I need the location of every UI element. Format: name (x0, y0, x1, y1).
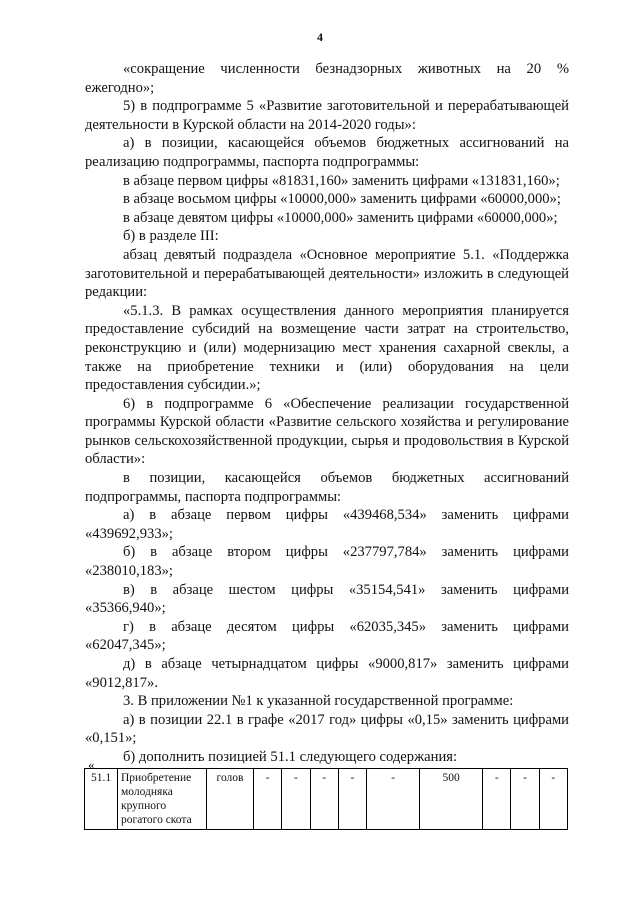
value-cell: - (511, 769, 539, 830)
value-cell: - (539, 769, 567, 830)
value-cell: - (310, 769, 338, 830)
position-number-cell: 51.1 (85, 769, 118, 830)
paragraph: а) в позиции, касающейся объемов бюджетных ассигнований на реализацию подпрограммы, паспорта подпрограммы: (85, 135, 569, 170)
paragraph: б) в абзаце втором цифры «237797,784» заменить цифрами «238010,183»; (85, 544, 569, 580)
measure-name-cell: Приобретение молодняка крупного рогатого скота (118, 769, 207, 830)
value-cell: - (338, 769, 366, 830)
paragraph: в абзаце первом цифры «81831,160» заменить цифрами «131831,160»; (123, 172, 560, 189)
insert-table (84, 768, 568, 830)
paragraph: б) в разделе III: (123, 228, 219, 245)
value-cell: - (282, 769, 310, 830)
paragraph: в абзаце девятом цифры «10000,000» заменить цифрами «60000,000»; (123, 209, 558, 226)
page-number: 4 (317, 30, 323, 44)
paragraph: в позиции, касающейся объемов бюджетных ассигнований подпрограммы, паспорта подпрограммы: (85, 470, 569, 505)
document-body (85, 60, 569, 767)
paragraph: 3. В приложении №1 к указанной государственной программе: (123, 693, 514, 710)
opening-quote: « (88, 757, 95, 772)
paragraph: 5) в подпрограмме 5 «Развитие заготовительной и перерабатывающей деятельности в Курской области на 2014-2020 годы»: (85, 98, 569, 133)
value-cell: - (367, 769, 420, 830)
value-cell: 500 (420, 769, 483, 830)
paragraph: б) дополнить позицией 51.1 следующего содержания: (123, 748, 458, 765)
paragraph: г) в абзаце десятом цифры «62035,345» заменить цифрами «62047,345»; (85, 618, 569, 654)
paragraph: абзац девятый подраздела «Основное мероприятие 5.1. «Поддержка заготовительной и перерабатывающей деятельности» изложить в следующей редакции: (85, 246, 569, 301)
paragraph: в абзаце восьмом цифры «10000,000» заменить цифрами «60000,000»; (123, 191, 561, 208)
paragraph: «сокращение численности безнадзорных животных на 20 % ежегодно»; (85, 61, 569, 96)
value-cell: - (483, 769, 511, 830)
value-cell: - (254, 769, 282, 830)
paragraph: «5.1.3. В рамках осуществления данного мероприятия планируется предоставление субсидий на возмещение части затрат на строительство, реконструкцию и (или) модернизацию мест хранения сахарной свеклы, а также на приобретение техники и (или) оборудования на цели предоставления субсидии.»; (85, 302, 569, 394)
unit-cell: голов (207, 769, 254, 830)
table-row (85, 769, 568, 830)
paragraph: в) в абзаце шестом цифры «35154,541» заменить цифрами «35366,940»; (85, 581, 569, 617)
paragraph: 6) в подпрограмме 6 «Обеспечение реализации государственной программы Курской области «Развитие сельского хозяйства и регулирование рынков сельскохозяйственной продукции, сырья и продовольствия в Курской области»: (85, 395, 569, 468)
paragraph: а) в абзаце первом цифры «439468,534» заменить цифрами «439692,933»; (85, 507, 569, 542)
paragraph: д) в абзаце четырнадцатом цифры «9000,817» заменить цифрами «9012,817». (85, 656, 569, 691)
paragraph: а) в позиции 22.1 в графе «2017 год» цифры «0,15» заменить цифрами «0,151»; (85, 711, 569, 747)
